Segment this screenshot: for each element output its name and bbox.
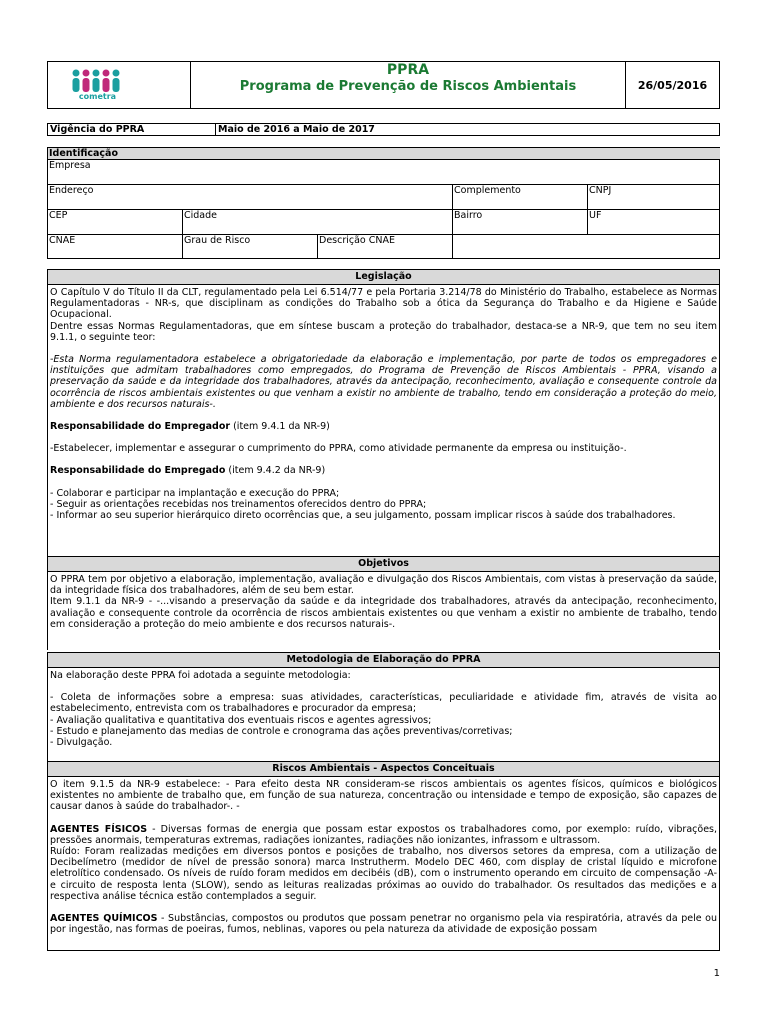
vigencia-label: Vigência do PPRA xyxy=(50,124,145,135)
list-item: - Estudo e planejamento das medias de controle e cronograma das ações preventivas/corretivas; xyxy=(50,725,513,737)
vigencia-value: Maio de 2016 a Maio de 2017 xyxy=(215,124,375,135)
list-item: - Informar ao seu superior hierárquico direto ocorrências que, a seu julgamento, possam implicar riscos à saúde dos trabalhadores. xyxy=(50,510,676,522)
grau-risco-label: Grau de Risco xyxy=(184,235,251,246)
bairro-label: Bairro xyxy=(454,210,483,221)
legislacao-paragraph: Dentre essas Normas Regulamentadoras, que em síntese buscam a proteção do trabalhador, destaca-se a NR-9, que tem no seu item 9.1.1, o seguinte teor: xyxy=(50,320,717,343)
objetivos-paragraph: Item 9.1.1 da NR-9 - -...visando a preservação da saúde e da integridade dos trabalhadores, através da antecipação, reconhecimento, avaliação e consequente controle da ocorrência de riscos ambientais existentes ou que venham a existir no ambiente de trabalho, tendo em consideração a proteção do meio ambiente e dos recursos naturais-. xyxy=(50,596,717,630)
agentes-fisicos-paragraph: AGENTES FÍSICOS - Diversas formas de energia que possam estar expostos os trabalhadores como, por exemplo: ruído, vibrações, pressões anormais, temperaturas extremas, radiações ionizantes, radiações não ionizantes, infrassom e ultrassom. xyxy=(50,823,718,846)
endereco-label: Endereço xyxy=(49,185,94,196)
list-item: - Seguir as orientações recebidas nos treinamentos oferecidos dentro do PPRA; xyxy=(50,498,427,510)
metodologia-intro: Na elaboração deste PPRA foi adotada a seguinte metodologia: xyxy=(50,670,351,681)
empresa-label: Empresa xyxy=(49,160,91,171)
document-date: 26/05/2016 xyxy=(637,78,708,92)
objetivos-header: Objetivos xyxy=(47,556,720,572)
logo-wordmark: cometra xyxy=(78,92,117,101)
uf-label: UF xyxy=(589,210,602,221)
metodologia-header: Metodologia de Elaboração do PPRA xyxy=(47,652,720,668)
objetivos-body xyxy=(47,572,720,650)
list-item: - Avaliação qualitativa e quantitativa dos eventuais riscos e agentes agressivos; xyxy=(50,714,432,726)
list-item: - Coleta de informações sobre a empresa: suas atividades, características, peculiaridade e atividade fim, através de visita ao estabelecimento, entrevista com os trabalhadores e procurador da empresa; xyxy=(50,692,717,715)
cometra-logo-icon xyxy=(70,69,126,93)
cnpj-label: CNPJ xyxy=(589,185,612,196)
legislacao-header: Legislação xyxy=(47,269,720,285)
cnae-label: CNAE xyxy=(49,235,76,246)
descricao-cnae-label: Descrição CNAE xyxy=(319,235,395,246)
metodologia-body xyxy=(47,668,720,761)
riscos-header: Riscos Ambientais - Aspectos Conceituais xyxy=(47,761,720,777)
identificacao-title: Identificação xyxy=(48,148,720,160)
title-cell xyxy=(191,62,626,108)
vigencia-row xyxy=(47,123,720,136)
resp-empregador-heading: Responsabilidade do Empregador (item 9.4.1 da NR-9) xyxy=(50,421,330,433)
document-subtitle: Programa de Prevenção de Riscos Ambientais xyxy=(239,79,577,94)
resp-empregador-text: -Estabelecer, implementar e assegurar o cumprimento do PPRA, como atividade permanente da empresa ou instituição-. xyxy=(50,443,627,455)
riscos-paragraph: O item 9.1.5 da NR-9 estabelece: - Para efeito desta NR consideram-se riscos ambientais os agentes físicos, químicos e biológicos existentes no ambiente de trabalho que, em função de sua natureza, concentração ou intensidade e tempo de exposição, são capazes de causar danos à saúde do trabalhador-. - xyxy=(50,779,717,813)
logo-cell xyxy=(48,62,191,108)
document-title: PPRA xyxy=(386,62,430,78)
page-number: 1 xyxy=(713,968,720,979)
list-item: - Colaborar e participar na implantação e execução do PPRA; xyxy=(50,487,340,499)
identificacao-table xyxy=(47,147,720,259)
legislacao-paragraph: O Capítulo V do Título II da CLT, regulamentado pela Lei 6.514/77 e pela Portaria 3.214/78 do Ministério do Trabalho, estabelece as Normas Regulamentadoras - NR-s, que disciplinam as condições do Trabalho sob a ótica da Segurança do Trabalho e da Higiene e Saúde Ocupacional. xyxy=(50,287,717,321)
cep-label: CEP xyxy=(49,210,68,221)
cidade-label: Cidade xyxy=(184,210,217,221)
nr9-quote: -Esta Norma regulamentadora estabelece a obrigatoriedade da elaboração e implementação, por parte de todos os empregadores e instituições que admitam trabalhadores como empregados, do Programa de Prevenção de Riscos Ambientais - PPRA, visando a preservação da saúde e da integridade dos trabalhadores, através da antecipação, reconhecimento, avaliação e consequente controle da ocorrência de riscos ambientais existentes ou que venham a existir no ambiente de trabalho, tendo em consideração a proteção do meio, ambiente e dos recursos naturais-. xyxy=(50,354,717,410)
ruido-paragraph: Ruído: Foram realizadas medições em diversos pontos e posições de trabalho, nos diversos setores da empresa, com a utilização de Decibelímetro (medidor de nível de pressão sonora) marca Instrutherm. Modelo DEC 460, com display de cristal líquido e microfone eletrolítico condensado. Os níveis de ruído foram medidos em decibéis (dB), com o instrumento operando em circuito de compensação -A- e circuito de resposta lenta (SLOW), sendo as leituras realizadas próximas ao ouvido do trabalhador. Os resultados das medições e a respectiva análise técnica estão contemplados a seguir. xyxy=(50,846,717,902)
legislacao-body xyxy=(47,285,720,556)
riscos-body xyxy=(47,777,720,951)
complemento-label: Complemento xyxy=(454,185,521,196)
document-header xyxy=(47,61,720,109)
list-item: - Divulgação. xyxy=(50,737,113,749)
objetivos-paragraph: O PPRA tem por objetivo a elaboração, implementação, avaliação e divulgação dos Riscos Ambientais, com vistas à preservação da saúde, da integridade física dos trabalhadores, além de seu bem estar. xyxy=(50,574,717,597)
resp-empregado-heading: Responsabilidade do Empregado (item 9.4.2 da NR-9) xyxy=(50,465,326,477)
agentes-quimicos-paragraph: AGENTES QUÍMICOS - Substâncias, compostos ou produtos que possam penetrar no organismo pela via respiratória, através da pele ou por ingestão, nas formas de poeiras, fumos, neblinas, vapores ou pela natureza da atividade de exposição possam xyxy=(50,913,717,936)
